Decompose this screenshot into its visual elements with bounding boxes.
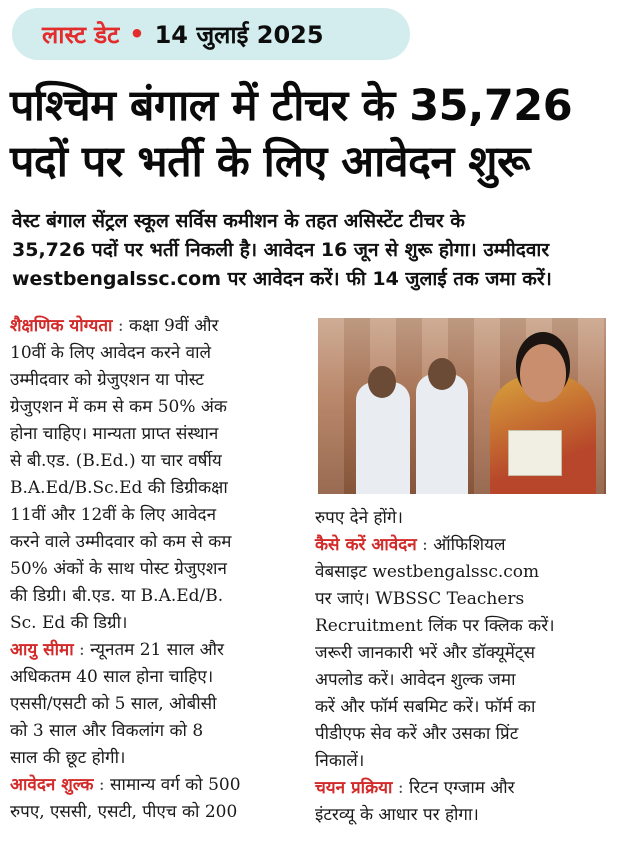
qualification-line: 50% अंकों के साथ पोस्ट ग्रेजुएशन <box>10 559 227 579</box>
headline <box>10 78 610 190</box>
how-to-apply-line: अपलोड करें। आवेदन शुल्क जमा <box>315 670 516 690</box>
last-date-label: लास्ट डेट <box>42 20 120 49</box>
fee-heading: आवेदन शुल्क <box>10 775 94 795</box>
how-to-apply-section <box>315 532 615 775</box>
qualification-heading: शैक्षणिक योग्यता <box>10 316 113 336</box>
qualification-line: ग्रेजुएशन में कम से कम 50% अंक <box>10 397 227 417</box>
qualification-line: की डिग्री। बी.एड. या B.A.Ed/B. <box>10 586 224 606</box>
intro-line: westbengalssc.com पर आवेदन करें। फी 14 जुलाई तक जमा करें। <box>12 268 552 290</box>
qualification-section <box>10 313 310 637</box>
qualification-line: Sc. Ed की डिग्री। <box>10 613 128 633</box>
qualification-line: होना चाहिए। मान्यता प्राप्त संस्थान <box>10 424 219 444</box>
qualification-line: करने वाले उम्मीदवार को कम से कम <box>10 532 232 552</box>
age-first-line <box>10 637 310 664</box>
selection-heading: चयन प्रक्रिया <box>315 778 393 798</box>
age-section <box>10 637 310 772</box>
age-text: न्यूनतम 21 साल और <box>90 640 224 660</box>
how-to-apply-first-line <box>315 532 615 559</box>
colon: : <box>422 535 434 555</box>
selection-line: इंटरव्यू के आधार पर होगा। <box>315 805 479 825</box>
student-figure <box>416 374 468 494</box>
how-to-apply-line: पीडीएफ सेव करें और उसका प्रिंट <box>315 724 519 744</box>
age-line: अधिकतम 40 साल होना चाहिए। <box>10 667 214 687</box>
how-to-apply-heading: कैसे करें आवेदन <box>315 535 417 555</box>
how-to-apply-line: करें और फॉर्म सबमिट करें। फॉर्म का <box>315 697 536 717</box>
intro-paragraph <box>12 207 612 294</box>
qualification-line: B.A.Ed/B.Sc.Ed की डिग्रीकक्षा <box>10 478 228 498</box>
how-to-apply-line: जरूरी जानकारी भरें और डॉक्यूमेंट्स <box>315 643 535 663</box>
intro-line: 35,726 पदों पर भर्ती निकली है। आवेदन 16 जून से शुरू होगा। उम्मीदवार <box>12 239 550 261</box>
how-to-apply-line: Recruitment लिंक पर क्लिक करें। <box>315 616 555 636</box>
colon: : <box>98 775 111 795</box>
qualification-line: 10वीं के लिए आवेदन करने वाले <box>10 343 212 363</box>
colon: : <box>397 778 409 798</box>
right-column <box>315 505 615 829</box>
age-line: एससी/एसटी को 5 साल, ओबीसी <box>10 694 217 714</box>
fee-line: रुपए, एससी, एसटी, पीएच को 200 <box>10 802 238 822</box>
selection-section <box>315 775 615 829</box>
colon: : <box>117 316 129 336</box>
selection-first-line <box>315 775 615 802</box>
student-head <box>428 358 456 390</box>
teacher-head <box>520 344 566 402</box>
student-head <box>368 366 396 398</box>
banner-separator: • <box>129 20 145 48</box>
fee-text: सामान्य वर्ग को 500 <box>110 775 241 795</box>
last-date-value: 14 जुलाई 2025 <box>154 20 324 49</box>
student-figure <box>356 382 410 494</box>
qualification-first-line <box>10 313 310 340</box>
intro-line: वेस्ट बंगाल सेंट्रल स्कूल सर्विस कमीशन के तहत असिस्टेंट टीचर के <box>12 210 465 232</box>
how-to-apply-line: पर जाएं। WBSSC Teachers <box>315 589 525 609</box>
how-to-apply-line: निकालें। <box>315 751 365 771</box>
how-to-apply-line: वेबसाइट westbengalssc.com <box>315 562 540 582</box>
left-column <box>10 313 310 826</box>
folder-icon <box>508 430 562 476</box>
fee-continued-line: रुपए देने होंगे। <box>315 508 403 528</box>
fee-section <box>10 772 310 826</box>
fee-first-line <box>10 772 310 799</box>
headline-line: पदों पर भर्ती के लिए आवेदन शुरू <box>10 137 530 187</box>
qualification-line: उम्मीदवार को ग्रेजुएशन या पोस्ट <box>10 370 204 390</box>
age-line: को 3 साल और विकलांग को 8 <box>10 721 204 741</box>
colon: : <box>79 640 91 660</box>
teacher-with-students-photo <box>318 318 606 494</box>
selection-text: रिटन एग्जाम और <box>408 778 515 798</box>
qualification-line: 11वीं और 12वीं के लिए आवेदन <box>10 505 217 525</box>
headline-line: पश्चिम बंगाल में टीचर के 35,726 <box>10 81 573 131</box>
qualification-text: कक्षा 9वीं और <box>128 316 219 336</box>
qualification-line: से बी.एड. (B.Ed.) या चार वर्षीय <box>10 451 222 471</box>
age-heading: आयु सीमा <box>10 640 74 660</box>
last-date-banner <box>12 8 410 60</box>
age-line: साल की छूट होगी। <box>10 748 126 768</box>
how-to-apply-text: ऑफिशियल <box>433 535 506 555</box>
